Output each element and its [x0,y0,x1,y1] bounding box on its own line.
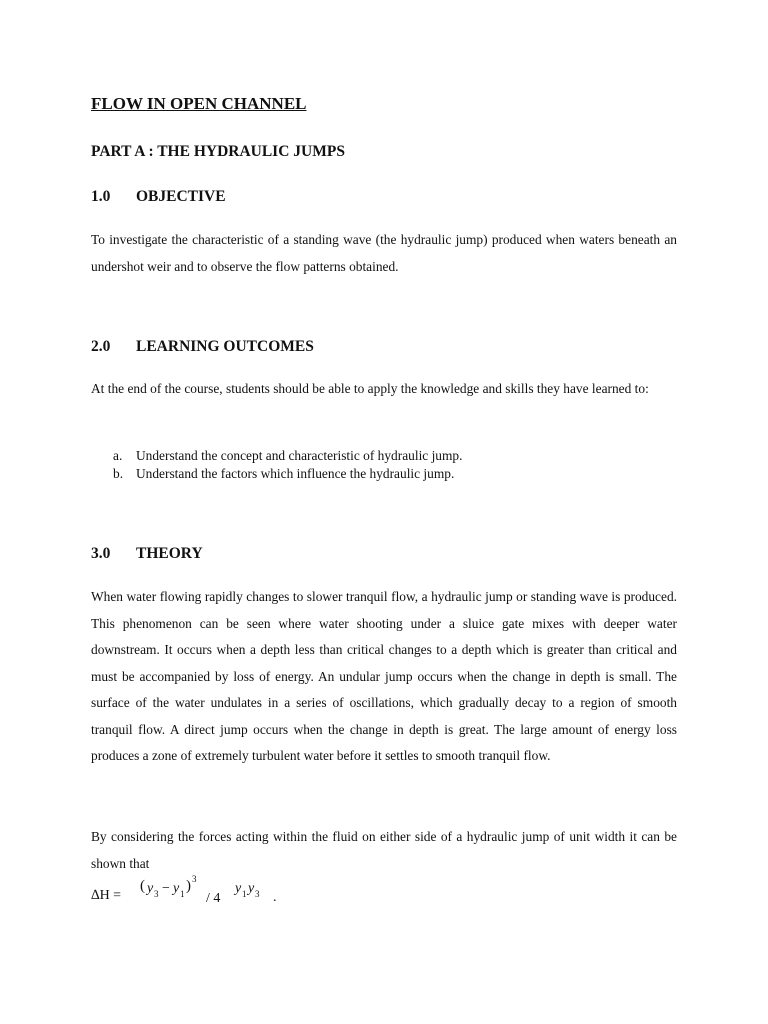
learning-outcomes-paragraph: At the end of the course, students should be able to apply the knowledge and skills they have learned to: [91,381,649,396]
part-heading: PART A : THE HYDRAULIC JUMPS [91,143,345,160]
section-title: LEARNING OUTCOMES [136,338,314,355]
learning-outcomes-list [113,447,462,483]
theory-paragraph: When water flowing rapidly changes to slower tranquil flow, a hydraulic jump or standing wave is produced. This phenomenon can be seen where water shooting under a sluice gate mixes with deeper water downstream. It occurs when a depth less than critical changes to a depth which is greater than critical and must be accompanied by loss of energy. An undular jump occurs when the change in depth is small. The surface of the water undulates in a series of oscillations, which gradually decay to a region of smooth tranquil flow. A direct jump occurs when the change in depth is great. The large amount of energy loss produces a zone of extremely turbulent water before it settles to smooth tranquil flow. [91,589,677,763]
section-heading-theory [91,545,203,563]
document-title: FLOW IN OPEN CHANNEL [91,94,307,113]
section-title: OBJECTIVE [136,188,226,205]
section-heading-objective [91,188,226,206]
section-number: 3.0 [91,545,111,562]
section-number: 2.0 [91,338,111,355]
section-heading-learning-outcomes [91,338,314,356]
section-number: 1.0 [91,188,111,205]
energy-loss-equation: ∆H = ( y 3 − y 1 ) 3 / 4 y 1 y 3 . [91,874,277,906]
objective-paragraph: To investigate the characteristic of a standing wave (the hydraulic jump) produced when waters beneath an undershot weir and to observe the flow patterns obtained. [91,232,677,274]
theory-paragraph-2: By considering the forces acting within the fluid on either side of a hydraulic jump of unit width it can be shown that [91,829,677,871]
list-item: b. Understand the factors which influence the hydraulic jump. [113,466,455,481]
section-title: THEORY [136,545,203,562]
list-item: a. Understand the concept and characteristic of hydraulic jump. [113,448,463,463]
equation-lhs: ∆H = [91,888,122,903]
